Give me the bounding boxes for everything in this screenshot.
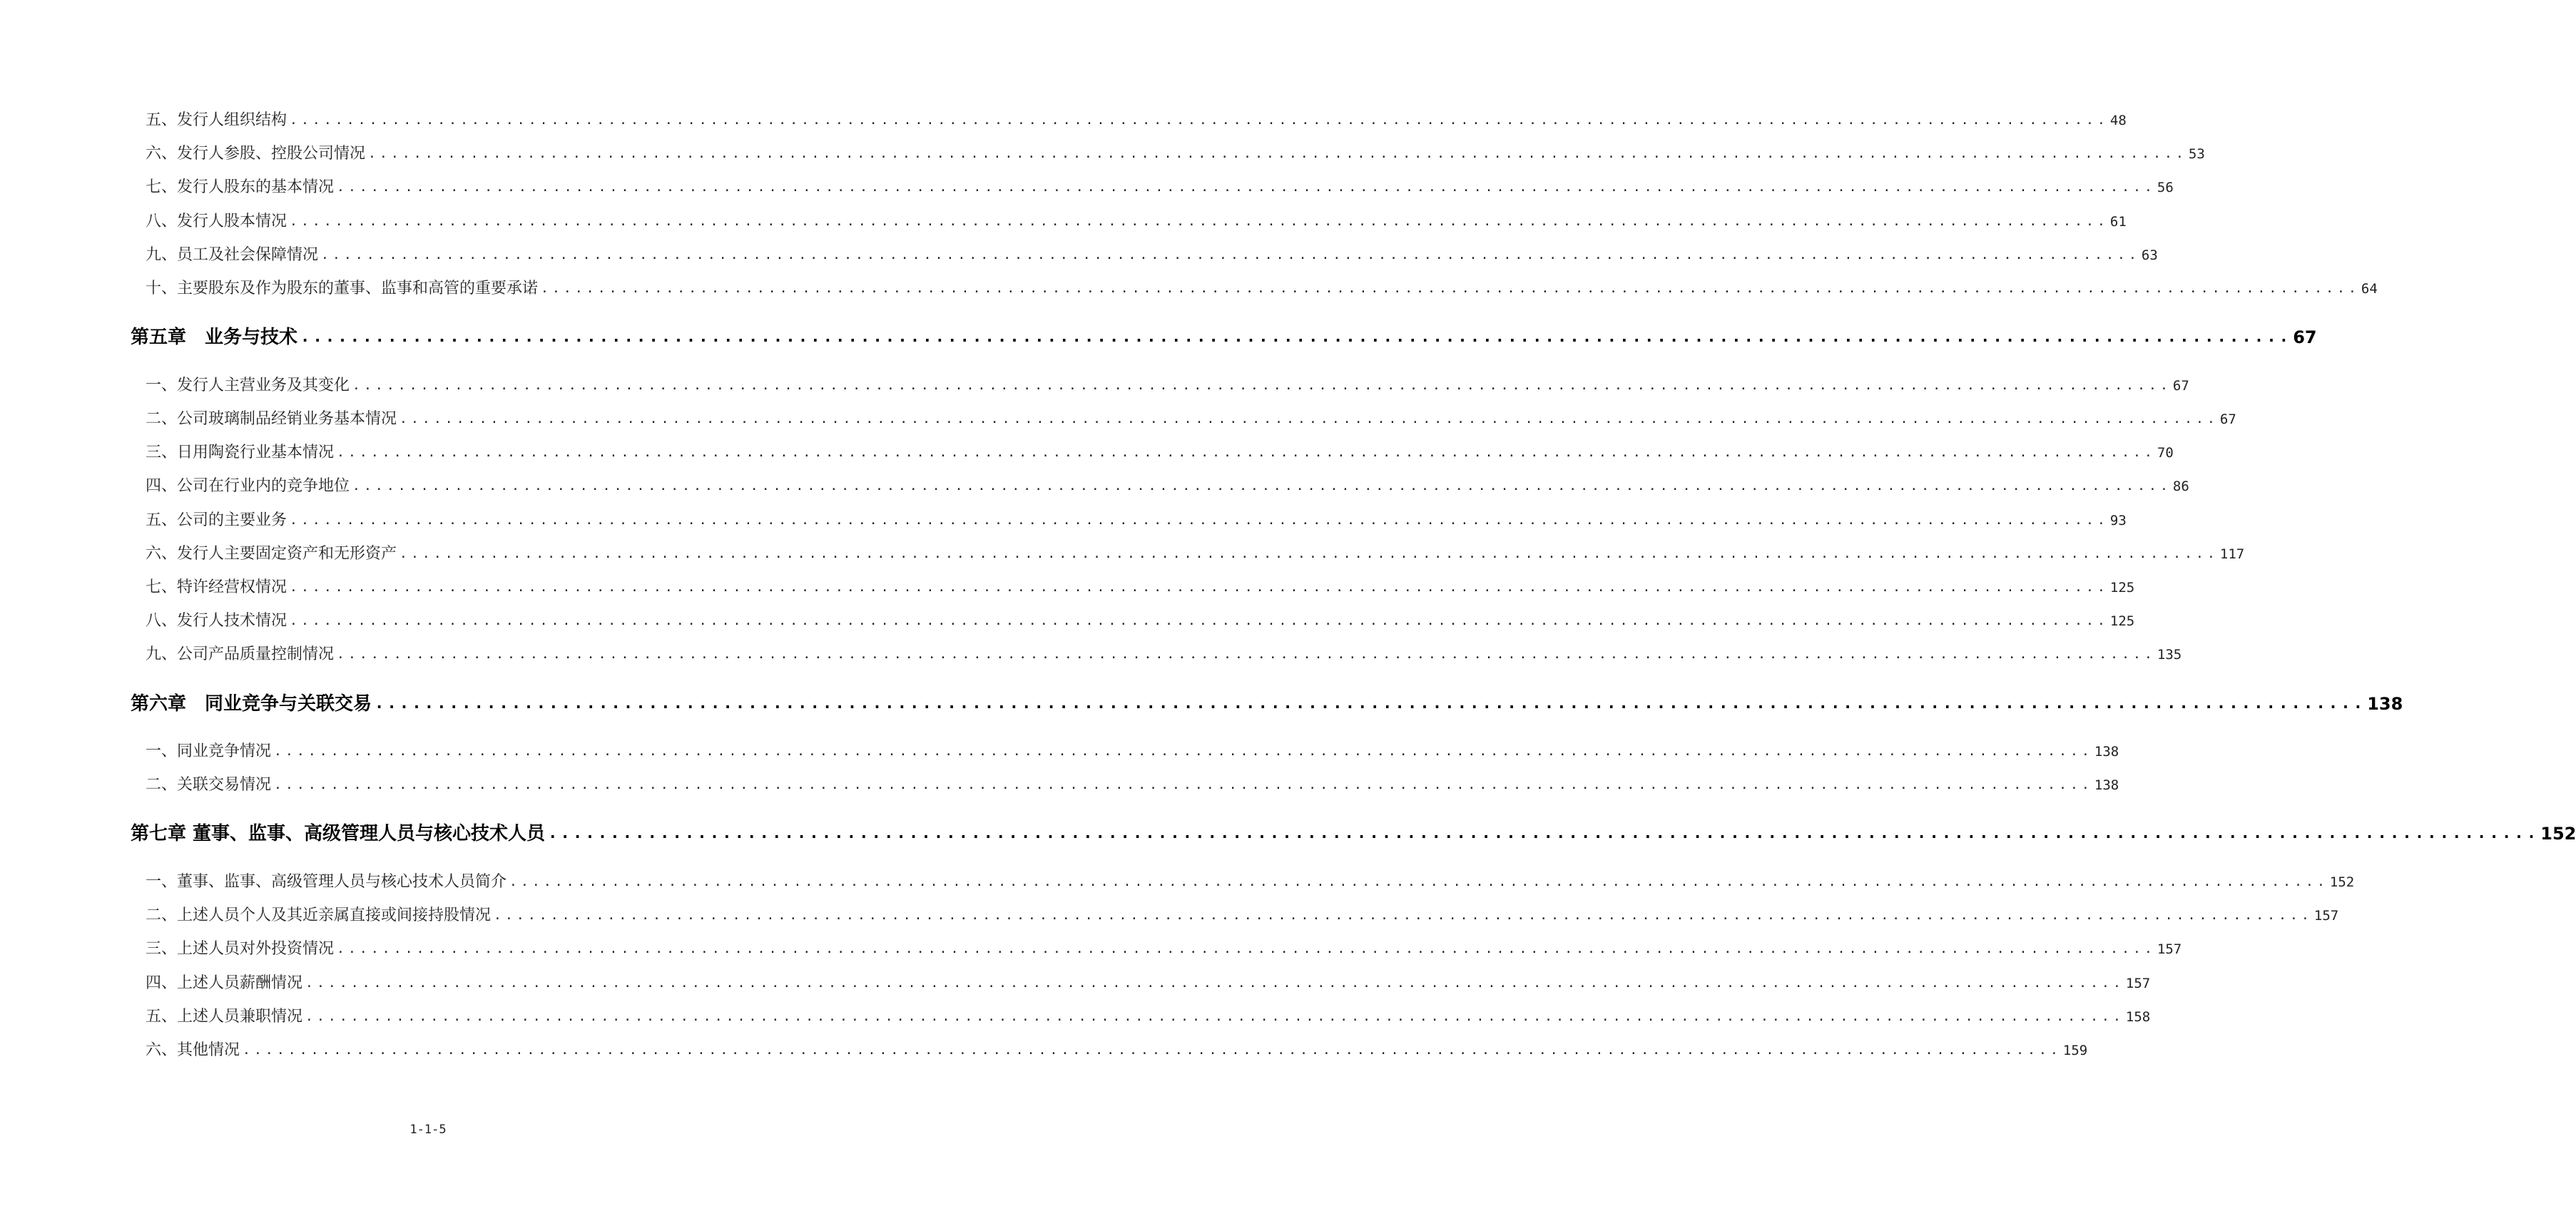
toc-leader-dots: ................................................................................................................................................................ <box>290 613 2109 628</box>
toc-entry[interactable] <box>146 643 2182 667</box>
toc-entry-title: 六、发行人参股、控股公司情况 <box>146 145 366 163</box>
toc-leader-dots: ................................................................................................................................................................ <box>305 1009 2124 1024</box>
toc-chapter-title: 第五章 业务与技术 <box>131 327 298 348</box>
toc-entry-page: 64 <box>2361 281 2378 297</box>
toc-entry-page: 53 <box>2188 146 2205 162</box>
toc-chapter-page: 152 <box>2540 824 2576 844</box>
toc-entry-page: 157 <box>2313 908 2339 924</box>
toc-leader-dots: ................................................................................................................................................................ <box>337 941 2156 956</box>
toc-entry-title: 六、发行人主要固定资产和无形资产 <box>146 545 397 563</box>
toc-leader-dots: ................................................................................................................................................................ <box>290 513 2109 528</box>
toc-entry-page: 93 <box>2109 513 2127 528</box>
toc-chapter-entry[interactable] <box>131 819 2576 849</box>
toc-leader-dots: ................................................................................................................................................................ <box>337 647 2156 662</box>
toc-leader-dots: ................................................................................................................................................................ <box>375 695 2366 712</box>
toc-leader-dots: ................................................................................................................................................................ <box>337 180 2156 195</box>
toc-leader-dots: ................................................................................................................................................................ <box>494 908 2313 923</box>
toc-entry[interactable] <box>146 971 2151 996</box>
toc-entry-title: 五、上述人员兼职情况 <box>146 1008 303 1026</box>
toc-leader-dots: ................................................................................................................................................................ <box>290 113 2109 128</box>
toc-entry-page: 67 <box>2219 412 2236 427</box>
toc-entry-page: 86 <box>2172 479 2189 494</box>
toc-chapter-entry[interactable] <box>131 689 2403 719</box>
toc-leader-dots: ................................................................................................................................................................ <box>548 824 2540 842</box>
toc-entry-page: 135 <box>2157 647 2182 663</box>
page-number-footer: 1-1-5 <box>409 1123 447 1137</box>
toc-entry-title: 三、上述人员对外投资情况 <box>146 940 335 958</box>
toc-leader-dots: ................................................................................................................................................................ <box>368 146 2187 161</box>
toc-entry-page: 61 <box>2109 214 2127 230</box>
toc-entry[interactable] <box>146 243 2158 267</box>
toc-entry[interactable] <box>146 773 2119 797</box>
toc-entry-title: 一、同业竞争情况 <box>146 742 272 760</box>
toc-leader-dots: ................................................................................................................................................................ <box>337 445 2156 460</box>
toc-entry[interactable] <box>146 474 2189 499</box>
toc-chapter-page: 67 <box>2293 327 2317 347</box>
toc-entry-title: 一、发行人主营业务及其变化 <box>146 377 350 394</box>
toc-entry-page: 125 <box>2109 613 2135 629</box>
toc-entry[interactable] <box>146 609 2135 633</box>
toc-entry-title: 二、关联交易情况 <box>146 776 272 794</box>
toc-entry[interactable] <box>146 277 2378 301</box>
toc-entry-page: 138 <box>2094 777 2119 793</box>
toc-leader-dots: ................................................................................................................................................................ <box>509 874 2328 889</box>
toc-chapter-title: 第六章 同业竞争与关联交易 <box>131 693 372 715</box>
toc-entry-page: 158 <box>2125 1009 2151 1025</box>
toc-entry-page: 157 <box>2157 941 2182 957</box>
toc-entry-page: 70 <box>2157 445 2174 461</box>
toc-chapter-title: 第七章 董事、监事、高级管理人员与核心技术人员 <box>131 823 546 844</box>
toc-entry-title: 七、特许经营权情况 <box>146 578 287 596</box>
toc-entry-title: 五、发行人组织结构 <box>146 111 287 129</box>
toc-entry[interactable] <box>146 740 2119 764</box>
toc-entry-page: 125 <box>2109 580 2135 596</box>
toc-entry-title: 五、公司的主要业务 <box>146 511 287 529</box>
toc-entry[interactable] <box>146 142 2205 166</box>
toc-leader-dots: ................................................................................................................................................................ <box>399 546 2219 561</box>
toc-entry-page: 56 <box>2157 180 2174 195</box>
toc-leader-dots: ................................................................................................................................................................ <box>305 976 2124 991</box>
toc-entry[interactable] <box>146 937 2182 961</box>
toc-leader-dots: ................................................................................................................................................................ <box>352 378 2172 393</box>
toc-leader-dots: ................................................................................................................................................................ <box>300 328 2292 346</box>
toc-entry[interactable] <box>146 1038 2088 1063</box>
toc-entry[interactable] <box>146 441 2174 465</box>
toc-entry-title: 七、发行人股东的基本情况 <box>146 178 335 196</box>
toc-entry-page: 63 <box>2141 247 2158 263</box>
toc-leader-dots: ................................................................................................................................................................ <box>274 744 2093 759</box>
toc-entry[interactable] <box>146 210 2127 234</box>
toc-leader-dots: ................................................................................................................................................................ <box>243 1043 2062 1058</box>
toc-entry[interactable] <box>146 904 2339 928</box>
toc-entry-title: 二、上述人员个人及其近亲属直接或间接持股情况 <box>146 906 492 924</box>
toc-entry-page: 159 <box>2062 1043 2088 1058</box>
toc-entry[interactable] <box>146 374 2189 398</box>
toc-leader-dots: ................................................................................................................................................................ <box>321 247 2140 262</box>
toc-chapter-entry[interactable] <box>131 322 2317 352</box>
toc-leader-dots: ................................................................................................................................................................ <box>274 777 2093 792</box>
toc-entry[interactable] <box>146 542 2245 566</box>
toc-leader-dots: ................................................................................................................................................................ <box>399 412 2219 426</box>
toc-entry[interactable] <box>146 175 2174 200</box>
toc-entry[interactable] <box>146 1005 2151 1029</box>
toc-entry[interactable] <box>146 870 2355 894</box>
toc-entry-title: 八、发行人技术情况 <box>146 612 287 630</box>
toc-leader-dots: ................................................................................................................................................................ <box>290 214 2109 229</box>
toc-entry-title: 三、日用陶瓷行业基本情况 <box>146 444 335 461</box>
toc-entry-page: 138 <box>2094 744 2119 760</box>
toc-entry-title: 十、主要股东及作为股东的董事、监事和高管的重要承诺 <box>146 280 539 297</box>
toc-entry-page: 157 <box>2125 976 2151 991</box>
toc-entry-title: 六、其他情况 <box>146 1041 240 1059</box>
toc-entry[interactable] <box>146 509 2127 533</box>
toc-entry-title: 九、员工及社会保障情况 <box>146 246 319 264</box>
toc-entry[interactable] <box>146 407 2236 431</box>
toc-entry-title: 四、公司在行业内的竞争地位 <box>146 477 350 495</box>
toc-chapter-page: 138 <box>2367 694 2403 714</box>
toc-entry-title: 九、公司产品质量控制情况 <box>146 645 335 663</box>
toc-leader-dots: ................................................................................................................................................................ <box>541 281 2360 296</box>
toc-leader-dots: ................................................................................................................................................................ <box>352 479 2172 494</box>
toc-entry-title: 一、董事、监事、高级管理人员与核心技术人员简介 <box>146 873 507 891</box>
toc-entry-title: 四、上述人员薪酬情况 <box>146 974 303 992</box>
toc-entry-page: 152 <box>2329 874 2355 890</box>
toc-entry-page: 117 <box>2219 546 2245 562</box>
toc-entry[interactable] <box>146 576 2135 600</box>
toc-entry-page: 48 <box>2109 113 2127 128</box>
toc-leader-dots: ................................................................................................................................................................ <box>290 580 2109 595</box>
toc-entry-title: 八、发行人股本情况 <box>146 213 287 230</box>
toc-entry-page: 67 <box>2172 378 2189 394</box>
toc-entry[interactable] <box>146 108 2127 133</box>
toc-entry-title: 二、公司玻璃制品经销业务基本情况 <box>146 410 397 428</box>
